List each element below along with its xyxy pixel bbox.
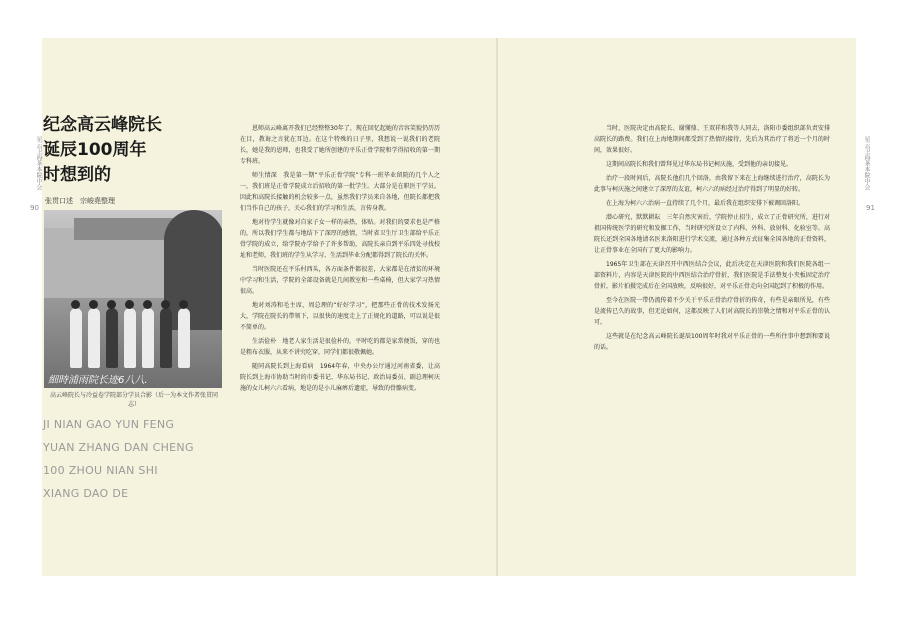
- page-gutter: [496, 38, 498, 576]
- title-line-3: 时想到的: [43, 165, 111, 185]
- paragraph: 这期间高院长和我们曾拜见过华东局书记柯庆施，受到他的亲切接见。: [606, 161, 793, 168]
- article-title: [43, 113, 213, 188]
- paragraph: 在上海为柯六六治病一直持续了几个月，最后我在组织安排下被调回洛阳。: [606, 200, 805, 207]
- pinyin-line-2: YUAN ZHANG DAN CHENG: [43, 441, 194, 454]
- pinyin-title: [43, 413, 194, 505]
- paragraph: 地对待学生就像对自家子女一样的亲热，体贴。对我们的要求也是严格的，所以我们学生都与地结下了深厚的感情，当时省卫生厅卫生部给平乐正骨学院的成立，给学院办学给予了许多帮助，高院长亲自到平乐四处寻找校址和老师，我们班的学生从学习、生活到毕业分配都得到了院长的关怀。: [240, 219, 440, 259]
- pinyin-line-3: 100 ZHOU NIAN SHI: [43, 464, 158, 477]
- paragraph: 当时医院还在平乐村西头，各方面条件都很差，大家都是在清贫的环境中学习和生活，学院的全部设备就是几间教室和一些桌椅，但大家学习热情很高。: [240, 266, 440, 295]
- pinyin-line-1: JI NIAN GAO YUN FENG: [43, 418, 175, 431]
- paragraph: 地对刘涛和毛主席，周总理的“好好学习”，把那些正骨的技术发扬光大，学院在院长的带领下，以很快的速度走上了正规化的道路，可以说是很不简单的。: [240, 302, 440, 331]
- title-line-2: 诞辰100周年: [43, 140, 147, 160]
- body-column-right: [594, 123, 830, 523]
- paragraph: 至今在医院一带仍流传着不少关于平乐正骨治疗骨折的传奇，有些是亲眼所见，有些是流传已久的故事，但无论如何，这都反映了人们对高院长的崇敬之情和对平乐正骨的认可。: [594, 297, 830, 326]
- paragraph: 师生情深 我是第一期“平乐正骨学院”专科一班毕业留院的几个人之一，我们班是正骨学院成立后招收的第一批学生。大部分是在职医干学员。因此和高院长接触的机会较多一点，虽然我们学员来自各地，但院长都把我们当作自己的孩子，关心我们的学习和生活，言传身教。: [240, 172, 440, 212]
- paragraph: 治疗一段时间后，高院长他们几个回洛，由我留下来在上海继续进行治疗，高院长为此事与柯庆施之间建立了深厚的友谊，柯六六的病经过治疗得到了明显的好转。: [594, 175, 830, 193]
- body-column-left: [240, 123, 440, 523]
- paragraph: 1965年卫生部在天津召开中西医结合会议，此后决定在天津医院和我们医院各组一部资料片，内容是天津医院的中西医结合治疗骨折，我们医院是手法整复小夹板固定治疗骨折，影片拍摄完成后在全国放映，反响很好，对平乐正骨走向全国起到了积极的作用。: [594, 261, 830, 290]
- photo-caption: 高云峰院长与冷益卷学院部分学员合影（后一为本文作者张贯同志）: [49, 392, 218, 408]
- paragraph: 生活俭朴 地老人家生活是很俭朴的，平时吃的都是家常便饭，穿的也是粗布衣服，从来不讲究吃穿，同学们都很敬佩她。: [240, 338, 440, 356]
- title-line-1: 纪念高云峰院长: [43, 115, 162, 135]
- paragraph: 这些就是在纪念高云峰院长诞辰100周年时我对平乐正骨的一些所往事中想到和要说的话。: [594, 333, 830, 351]
- page-number-right: 91: [866, 204, 875, 212]
- paragraph: 当时，医院决定由高院长、谢懂鼎、王双祥和我等人同去，洛阳市委组织部负责安排高院长的路费。我们在上海地期间都受到了热情的接待，先后为其治疗了将近一个月的时间，效果很好。: [594, 125, 830, 154]
- article-authors: 张贯口述 宗峻堯整理: [45, 197, 115, 205]
- pinyin-line-4: XIANG DAO DE: [43, 487, 129, 500]
- photo-inscription: 細時浦雨院长迹6八八.: [48, 375, 148, 386]
- paragraph: 恩师高云峰离开我们已经整整30年了，现在回忆起她的音容笑貌仍历历在目，教诲之言犹在耳边。在这个特殊的日子里，我想说一说我们的老院长，她是我的恩师，也我受了她所创建的平乐正骨学院和学得招收的第一期专科班。: [240, 125, 440, 165]
- paragraph: 潜心研究，默默耕耘 三年自然灾害后，学院停止招生，成立了正骨研究所，进行对祖国传统医学的研究和发掘工作，当时研究所设立了内科、外科、放射科、化验室等。高院长还到全国各地请名医来洛阳进行学术交流，通过各种方式征集全国各地的正骨资料，让正骨事业在全国有了更大的影响力。: [594, 214, 830, 254]
- side-label-left: 星云卫海茶本院中会: [35, 136, 42, 190]
- group-photo: [44, 210, 222, 388]
- paragraph: 随同高院长到上海看病 1964年春，中央办公厅通过河南省委，让高院长到上海市协助当时的市委书记、华东局书记、政治局委员、副总理柯庆施的女儿柯六六看病，地是的是小儿麻痹后遗症，导致的骨骼病变。: [240, 363, 440, 392]
- side-label-right: 星云卫海茶本院中会: [863, 136, 870, 190]
- page-number-left: 90: [30, 204, 39, 212]
